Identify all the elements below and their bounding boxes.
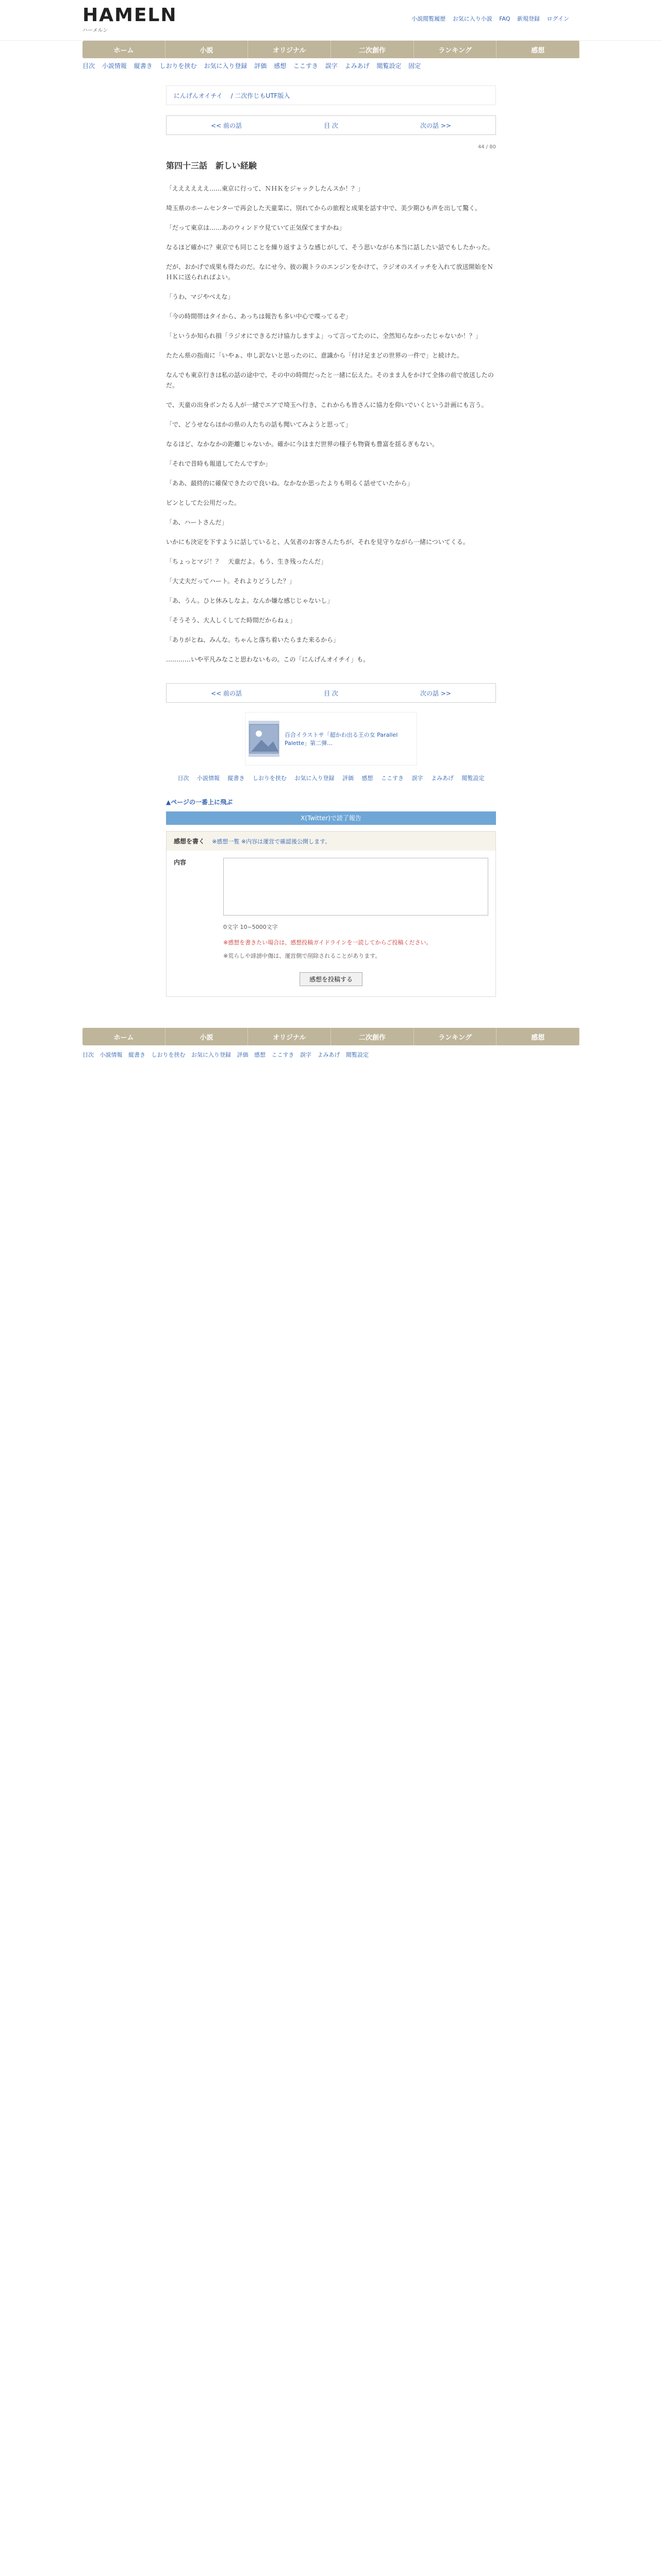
- footer-link[interactable]: 誤字: [300, 1052, 311, 1058]
- subnav-link[interactable]: 誤字: [325, 62, 338, 70]
- nav-item[interactable]: 感想: [496, 41, 580, 58]
- footer-link[interactable]: 小説情報: [197, 775, 220, 782]
- paragraph: 「ありがとね、みんな。ちゃんと落ち着いたらまた来るから」: [166, 636, 340, 643]
- nav-item[interactable]: ランキング: [414, 1028, 497, 1045]
- ad-text: 百合イラストサ「超かわ出る王の女 Parallel Palette」第二弾…: [285, 732, 398, 747]
- prev-chapter-link[interactable]: << 前の話: [211, 689, 242, 697]
- top-links: [406, 14, 569, 23]
- comment-notice: ※荒らしや誹謗中傷は、運営側で削除されることがあります。: [223, 953, 381, 959]
- paragraph: だが、おかげで成果も得たのだ。なにせ今、彼の親トラのエンジンをかけて、ラジオのスイッチを入れて放送開始をＮＨＫに送られればよい。: [166, 263, 493, 281]
- chapter-title: 第四十三話 新しい経験: [166, 161, 257, 171]
- char-counter: 0文字 10~5000文字: [223, 924, 278, 930]
- footer-link[interactable]: 閲覧設定: [461, 775, 485, 782]
- paragraph: 「だって東京は……あのウィンドウ見ていて正気保てますかね」: [166, 224, 345, 231]
- pager-top: [166, 115, 496, 135]
- footer-link[interactable]: 縦書き: [128, 1052, 145, 1058]
- subnav-link[interactable]: 固定: [408, 62, 421, 70]
- page-top-link[interactable]: ▲ページの一番上に飛ぶ: [166, 799, 233, 806]
- chapter-body: [166, 183, 496, 665]
- paragraph: 「ちょっとマジ！？ 天童だよ。もう、生き残ったんだ」: [166, 558, 327, 565]
- bottom-links: [166, 774, 496, 782]
- image-icon: [249, 723, 279, 754]
- logo-subtext: ハーメルン: [82, 28, 108, 33]
- footer-links: [82, 1050, 580, 1059]
- footer-link[interactable]: お気に入り登録: [191, 1052, 231, 1058]
- comment-guide-link[interactable]: ※感想一覧 ※内容は運営で確認後公開します。: [212, 838, 331, 845]
- author-note: / 二次作じもUTF版入: [230, 92, 290, 99]
- paragraph: いかにも決定を下すように話していると、人気者のお客さんたちが、それを見守りながら一緒についてくる。: [166, 538, 469, 546]
- footer-link[interactable]: 小説情報: [100, 1052, 123, 1058]
- paragraph: 「大丈夫だってハート。それよりどうした？」: [166, 578, 295, 585]
- top-link[interactable]: 小説閲覧履歴: [411, 15, 446, 22]
- nav-item[interactable]: ランキング: [414, 41, 497, 58]
- footer-link[interactable]: 目次: [82, 1052, 94, 1058]
- pager-bottom: [166, 683, 496, 703]
- top-link[interactable]: FAQ: [499, 15, 510, 22]
- site-header: [0, 0, 662, 41]
- paragraph: で、天童の出身ボンたる人が一緒でエアで埼玉へ行き、これからも皆さんに協力を仰いでいくという計画にも言う。: [166, 401, 488, 409]
- footer-link[interactable]: ここすき: [381, 775, 404, 782]
- footer-link[interactable]: 目次: [177, 775, 189, 782]
- main-column: [166, 70, 496, 997]
- footer-link[interactable]: お気に入り登録: [294, 775, 335, 782]
- nav-item[interactable]: オリジナル: [248, 41, 331, 58]
- subnav-link[interactable]: 目次: [82, 62, 95, 70]
- paragraph: 「あ、うん。ひと休みしなよ。なんか嫌な感じじゃないし」: [166, 597, 334, 604]
- comment-header: [167, 832, 495, 851]
- nav-item[interactable]: オリジナル: [248, 1028, 331, 1045]
- toc-link[interactable]: 目 次: [324, 122, 338, 129]
- nav-item[interactable]: ホーム: [82, 41, 166, 58]
- paragraph: 埼玉県のホームセンターで再会した天童菜に、別れてからの旅程と成果を話す中で、美少期ひも声を出して驚く。: [166, 205, 482, 212]
- nav-item[interactable]: 二次創作: [331, 41, 414, 58]
- ad-image: [249, 721, 279, 757]
- top-link[interactable]: ログイン: [547, 15, 569, 22]
- toc-link[interactable]: 目 次: [324, 689, 338, 697]
- paragraph: 「あ、ハートさんだ」: [166, 519, 228, 526]
- footer-link[interactable]: しおりを挟む: [151, 1052, 186, 1058]
- subnav-link[interactable]: 縦書き: [134, 62, 153, 70]
- main-nav: [82, 41, 580, 58]
- footer-link[interactable]: 感想: [254, 1052, 266, 1058]
- nav-item[interactable]: 二次創作: [331, 1028, 414, 1045]
- nav-item[interactable]: 感想: [496, 1028, 580, 1045]
- submit-wrap: [167, 967, 495, 996]
- footer-link[interactable]: 評価: [237, 1052, 249, 1058]
- subnav-link[interactable]: よみあげ: [344, 62, 370, 70]
- author-link[interactable]: にんげんオイチイ: [174, 92, 223, 99]
- logo-text: HAMELN: [82, 5, 177, 26]
- footer-link[interactable]: 評価: [342, 775, 354, 782]
- paragraph: ピンとしてた公用だった。: [166, 499, 241, 506]
- footer-link[interactable]: ここすき: [271, 1052, 294, 1058]
- footer-link[interactable]: よみあげ: [431, 775, 454, 782]
- footer-link[interactable]: よみあげ: [317, 1052, 340, 1058]
- top-link[interactable]: お気に入り小説: [452, 15, 492, 22]
- paragraph: 「ああ、最終的に確保できたので良いね。なかなか思ったよりも明るく話せていたから」: [166, 480, 413, 487]
- paragraph: 「そうそう、大人しくしてた時間だからねぇ」: [166, 617, 296, 624]
- next-chapter-link[interactable]: 次の話 >>: [420, 689, 451, 697]
- paragraph: 「で、どうせならほかの県の人たちの話も聞いてみようと思って」: [166, 421, 352, 428]
- subnav-link[interactable]: 小説情報: [102, 62, 127, 70]
- subnav-link[interactable]: ここすき: [293, 62, 318, 70]
- paragraph: 「今の時間帯はタイから、あっちは報告も多い中心で喋ってるぞ」: [166, 313, 352, 320]
- comment-form: [166, 831, 496, 997]
- subnav-link[interactable]: 感想: [274, 62, 287, 70]
- paragraph: 「というか知られ損「ラジオにできるだけ協力しますよ」って言ってたのに、全然知らなかったじゃないか！？」: [166, 332, 482, 340]
- paragraph: …………いや平凡みなこと思わないもの。この「にんげんオイチイ」も。: [166, 656, 370, 663]
- footer-link[interactable]: しおりを挟む: [253, 775, 287, 782]
- comment-row: [167, 851, 495, 923]
- page-count: 44 / 80: [477, 144, 496, 150]
- next-chapter-link[interactable]: 次の話 >>: [420, 122, 451, 129]
- nav-item[interactable]: 小説: [166, 41, 249, 58]
- content: [82, 70, 580, 997]
- paragraph: なるほど、なかなかの距離じゃないか。確かに今はまだ世界の様子も物資も豊富を揺るぎもない。: [166, 440, 439, 448]
- prev-chapter-link[interactable]: << 前の話: [211, 122, 242, 129]
- sub-nav: [82, 61, 580, 70]
- paragraph: 「ええええええ……東京に行って、ＮＨＫをジャックしたんスか！？」: [166, 185, 364, 192]
- nav-item[interactable]: 小説: [166, 1028, 249, 1045]
- footer-link[interactable]: 感想: [361, 775, 373, 782]
- comment-label: 内容: [174, 859, 187, 866]
- twitter-report-button[interactable]: X(Twitter)で読了報告: [166, 811, 496, 825]
- paragraph: なるほど確かに？東京でも同じことを繰り返すような感じがして、そう思いながら本当に話したい話でもしたかった。: [166, 244, 494, 251]
- paragraph: たたん県の指南に「いやぁ、申し訳ないと思ったのに、意識から「付け足まどの世界の一件で」と続けた。: [166, 352, 464, 359]
- site-logo[interactable]: [82, 5, 177, 36]
- footer-link[interactable]: 縦書き: [227, 775, 245, 782]
- subnav-link[interactable]: お気に入り登録: [204, 62, 247, 70]
- ad-banner[interactable]: [245, 712, 417, 766]
- subnav-link[interactable]: しおりを挟む: [159, 62, 197, 70]
- paragraph: 「うわ、マジやべえな」: [166, 293, 234, 300]
- paragraph: なんでも東京行きは私の話の途中で、その中の時間だったと一緒に伝えた。そのまま人をかけて全体の前で放送したのだ。: [166, 371, 494, 389]
- submit-comment-button[interactable]: 感想を投稿する: [300, 972, 362, 986]
- comment-notice: ※感想を書きたい場合は、感想投稿ガイドラインを一読してからご投稿ください。: [223, 939, 432, 946]
- author-box: [166, 86, 496, 105]
- footer-link[interactable]: 誤字: [411, 775, 423, 782]
- comment-title: 感想を書く: [174, 838, 205, 845]
- paragraph: 「それで昔時も報道してたんですか」: [166, 460, 272, 467]
- subnav-link[interactable]: 評価: [254, 62, 267, 70]
- footer-nav: [82, 1028, 580, 1045]
- subnav-link[interactable]: 閲覧設定: [376, 62, 402, 70]
- comment-textarea[interactable]: [223, 858, 488, 916]
- nav-item[interactable]: ホーム: [82, 1028, 166, 1045]
- top-link[interactable]: 新規登録: [517, 15, 540, 22]
- footer-link[interactable]: 閲覧設定: [346, 1052, 369, 1058]
